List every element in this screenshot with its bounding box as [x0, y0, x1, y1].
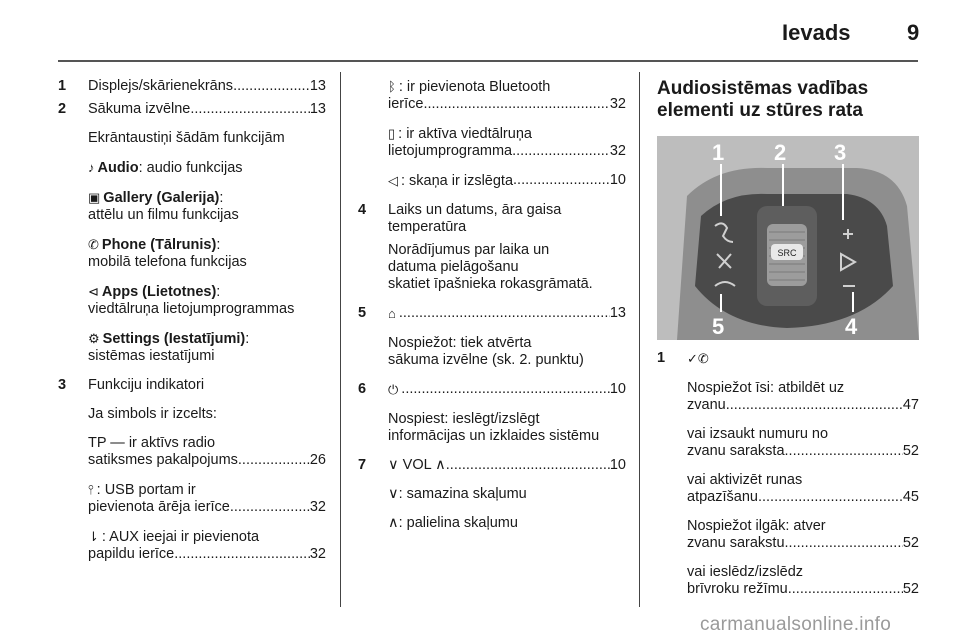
paragraph: Ekrāntaustiņi šādām funkcijām [88, 130, 285, 146]
usb-icon: ⫯ [88, 482, 94, 497]
answer-call-icon: ✓✆ [687, 351, 709, 366]
page-ref[interactable]: 13 [309, 78, 326, 94]
apps-icon: ⊲ [88, 284, 99, 299]
paragraph: ⊲ Apps (Lietotnes): viedtālruņa lietojumprogrammas [88, 284, 295, 317]
page-ref[interactable]: 13 [609, 305, 626, 321]
item-label: Funkciju indikatori [88, 377, 205, 393]
item-number: 3 [58, 377, 67, 393]
page-ref[interactable]: 47 [902, 397, 919, 413]
paragraph: vai ieslēdz/izslēdz brīvroku režīmu ..... 52 [657, 564, 919, 598]
paragraph: ▣ Gallery (Galerija): attēlu un filmu funkcijas [88, 190, 239, 223]
page-ref[interactable]: 10 [609, 457, 626, 473]
smartphone-icon: ▯ [388, 126, 396, 141]
item-label: Displejs/skārienekrāns [88, 78, 234, 94]
aux-icon: ⇂ [88, 529, 99, 544]
page-ref[interactable]: 32 [609, 143, 626, 159]
page-ref[interactable]: 52 [902, 535, 919, 551]
page-ref[interactable]: 32 [309, 499, 326, 515]
steering-wheel-controls-photo [657, 136, 919, 340]
list-item [358, 305, 626, 323]
page-ref[interactable]: 13 [309, 101, 326, 117]
paragraph: Nospiežot: tiek atvērta sākuma izvēlne (sk. 2. punktu) [388, 335, 584, 368]
callout-4: 4 [845, 314, 858, 339]
page-ref[interactable]: 52 [902, 581, 919, 597]
item-number: 1 [657, 350, 666, 366]
column-3 [657, 78, 919, 604]
paragraph: Nospiežot ilgāk: atver zvanu sarakstu ..... 52 [657, 518, 919, 552]
watermark: carmanualsonline.info [700, 614, 892, 635]
gallery-icon: ▣ [88, 190, 101, 205]
paragraph: Norādījumus par laika un datuma pielāgošanu skatiet īpašnieka rokasgrāmatā. [388, 242, 593, 292]
page-ref[interactable]: 52 [902, 443, 919, 459]
list-item [58, 101, 326, 118]
paragraph: ᛒ : ir pievienota Bluetooth ierīce ..... 32 [358, 78, 626, 113]
list-item [58, 78, 326, 95]
mute-icon: ◁ [388, 173, 398, 188]
item-label: Sākuma izvēlne [88, 101, 191, 117]
list-item [358, 381, 626, 399]
paragraph: TP — ir aktīvs radio satiksmes pakalpojums ..... 26 [58, 435, 326, 469]
page-ref[interactable]: 10 [609, 172, 626, 188]
paragraph: vai izsaukt numuru no zvanu saraksta ..... 52 [657, 426, 919, 460]
list-item: 4 Laiks un datums, āra gaisa temperatūra [358, 202, 562, 235]
paragraph: Nospiest: ieslēgt/izslēgt informācijas un izklaides sistēmu [388, 411, 600, 444]
paragraph: ⇂ : AUX ieejai ir pievienota papildu ierīce ..... 32 [58, 528, 326, 563]
paragraph: ◁ : skaņa ir izslēgta ..... 10 [358, 172, 626, 190]
column-divider-1 [340, 72, 341, 607]
paragraph: ∨: samazina skaļumu [388, 486, 527, 502]
page-ref[interactable]: 32 [309, 546, 326, 562]
paragraph: Nospiežot īsi: atbildēt uz zvanu ..... 47 [657, 380, 919, 414]
item-number: 6 [358, 381, 367, 397]
home-icon: ⌂ [388, 306, 396, 321]
item-number: 2 [58, 101, 67, 117]
paragraph: ✆ Phone (Tālrunis): mobilā telefona funkcijas [88, 237, 247, 270]
steering-wheel-illustration [657, 136, 919, 340]
paragraph: ♪ Audio: audio funkcijas [88, 160, 243, 176]
page-ref[interactable]: 10 [609, 381, 626, 397]
list-item [58, 377, 326, 394]
gear-icon: ⚙ [88, 331, 100, 346]
phone-icon: ✆ [88, 237, 99, 252]
list-item [657, 350, 919, 368]
src-button-label: SRC [777, 248, 797, 258]
item-number: 5 [358, 305, 367, 321]
section-heading: Audiosistēmas vadības elementi uz stūres rata [657, 78, 869, 121]
page-ref[interactable]: 45 [902, 489, 919, 505]
list-item [358, 457, 626, 474]
item-number: 7 [358, 457, 367, 473]
paragraph: ⚙ Settings (Iestatījumi): sistēmas iestatījumi [88, 331, 250, 364]
page-ref[interactable]: 32 [609, 96, 626, 112]
callout-3: 3 [834, 140, 847, 165]
page-ref[interactable]: 26 [309, 452, 326, 468]
header-rule [58, 60, 918, 62]
item-number: 1 [58, 78, 67, 94]
callout-1: 1 [712, 140, 725, 165]
column-2 [358, 78, 626, 538]
paragraph: Ja simbols ir izcelts: [88, 406, 217, 422]
page-title: Ievads [782, 20, 851, 45]
paragraph: ▯ : ir aktīva viedtālruņa lietojumprogramma ..... 32 [358, 125, 626, 160]
page-number: 9 [907, 20, 920, 45]
paragraph: vai aktivizēt runas atpazīšanu ..... 45 [657, 472, 919, 506]
column-divider-2 [639, 72, 640, 607]
power-icon: ⏻ [388, 382, 399, 397]
item-number: 4 [358, 202, 367, 218]
item-label: ∨ VOL ∧ [388, 457, 446, 473]
callout-2: 2 [774, 140, 787, 165]
music-note-icon: ♪ [88, 160, 95, 175]
column-1 [58, 78, 326, 569]
callout-5: 5 [712, 314, 725, 339]
bluetooth-icon: ᛒ [388, 79, 396, 94]
paragraph: ⫯ : USB portam ir pievienota ārēja ierīce ..... 32 [58, 481, 326, 516]
paragraph: ∧: palielina skaļumu [388, 515, 518, 531]
